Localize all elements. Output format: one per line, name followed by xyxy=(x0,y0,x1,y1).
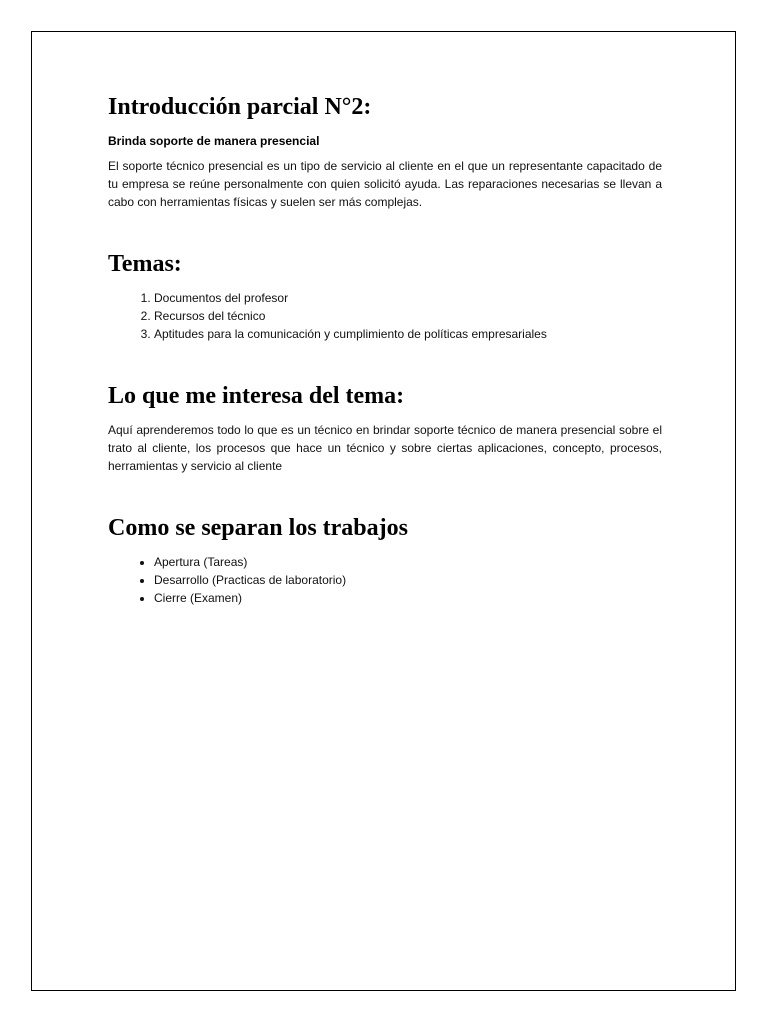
temas-heading: Temas: xyxy=(108,251,182,277)
intro-subtitle: Brinda soporte de manera presencial xyxy=(108,134,320,148)
trabajos-list-item: • Desarrollo (Practicas de laboratorio) xyxy=(154,571,662,589)
temas-numbered-list xyxy=(108,289,662,343)
temas-list-item: 1. Documentos del profesor xyxy=(154,289,662,307)
intro-heading: Introducción parcial N°2: xyxy=(108,94,372,120)
interes-paragraph: Aquí aprenderemos todo lo que es un técnico en brindar soporte técnico de manera presencial sobre el trato al cliente, los procesos que hace un técnico y sobre ciertas aplicaciones, concepto, procesos, herramientas y servicio al cliente xyxy=(108,423,662,473)
trabajos-list-item: • Cierre (Examen) xyxy=(154,589,662,607)
temas-list-item: 3. Aptitudes para la comunicación y cumplimiento de políticas empresariales xyxy=(154,325,662,343)
interes-heading: Lo que me interesa del tema: xyxy=(108,383,405,409)
temas-list-item: 2. Recursos del técnico xyxy=(154,307,662,325)
trabajos-heading: Como se separan los trabajos xyxy=(108,515,408,541)
trabajos-list-item: • Apertura (Tareas) xyxy=(154,553,662,571)
document-content xyxy=(108,92,662,607)
trabajos-bullet-list xyxy=(108,553,662,607)
intro-paragraph: El soporte técnico presencial es un tipo de servicio al cliente en el que un representante capacitado de tu empresa se reúne personalmente con quien solicitó ayuda. Las reparaciones necesarias se llevan a cabo con herramientas físicas y suelen ser más complejas. xyxy=(108,159,662,209)
document-page xyxy=(31,31,736,991)
